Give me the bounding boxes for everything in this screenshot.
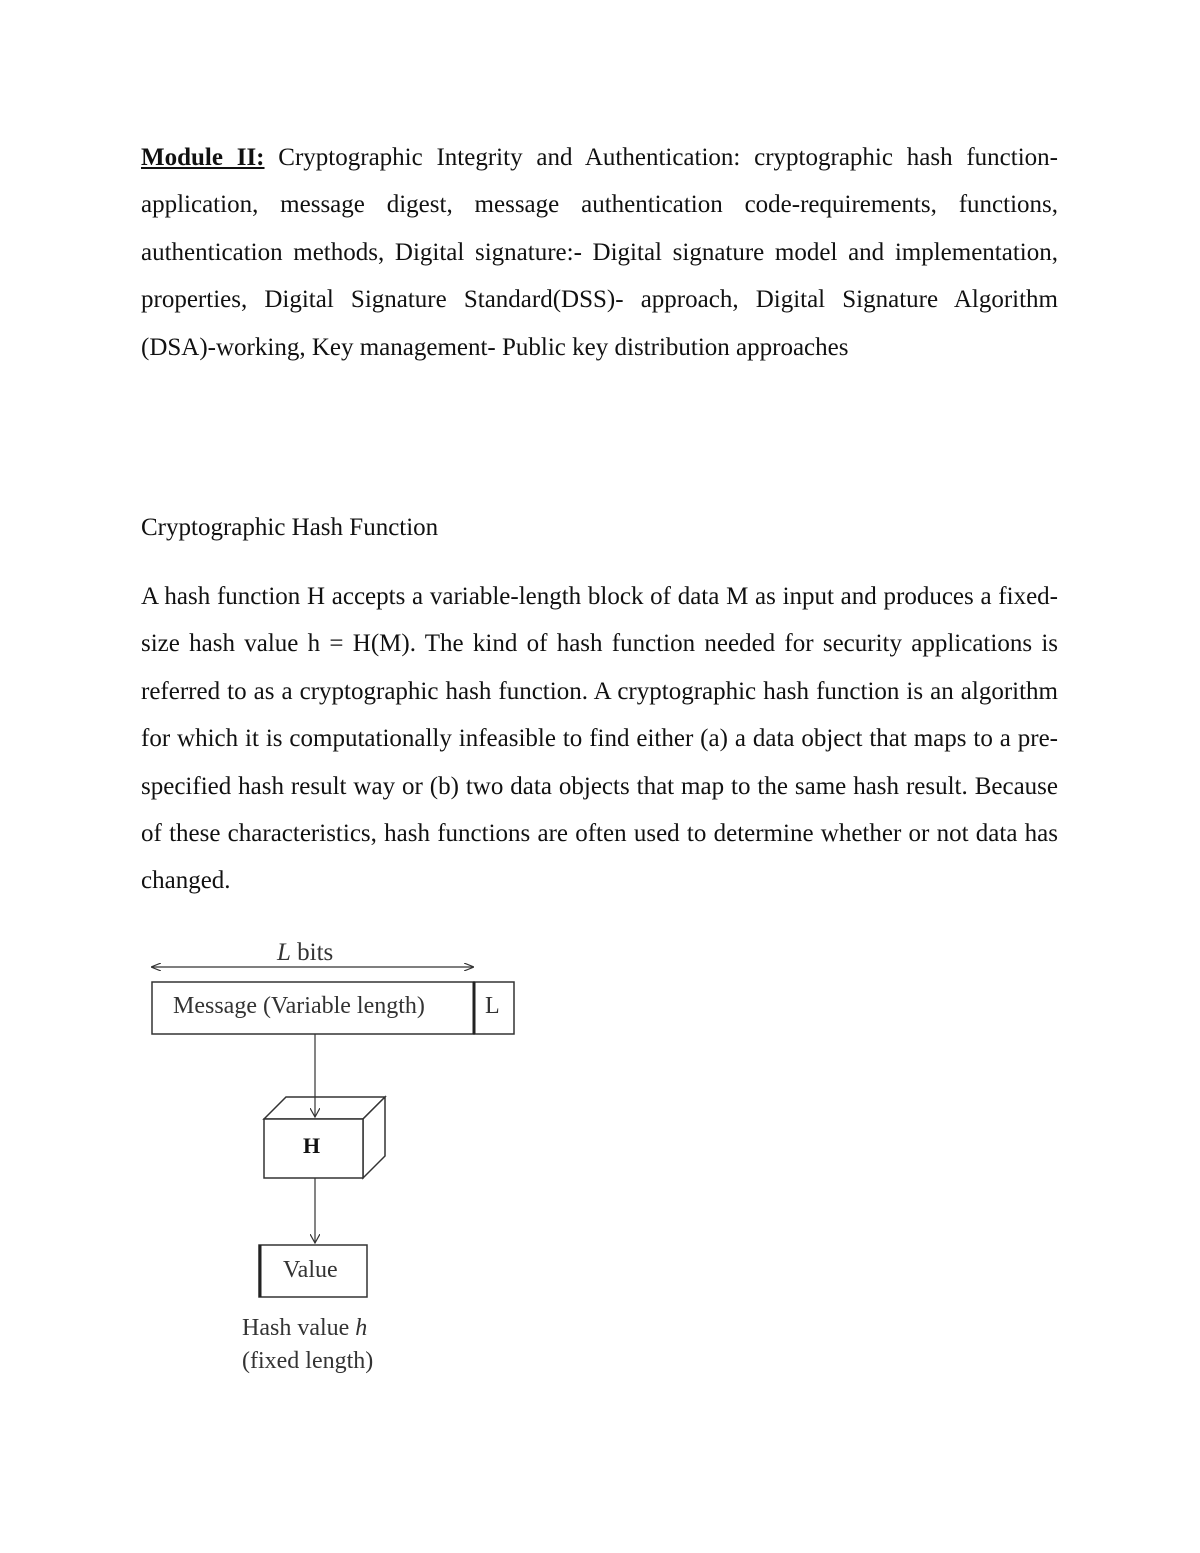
- length-label: L bits: [277, 939, 334, 966]
- module-topics-text: Cryptographic Integrity and Authentication: cryptographic hash function-application, message digest, message authentication code-requirements, functions, authentication methods, Digital signature:- Digital signature model and implementation, properties, Digital Signature Standard(DSS)- approach, Digital Signature Algorithm (DSA)-working, Key management- Public key distribution approaches: [141, 144, 1058, 361]
- message-label: Message (Variable length): [173, 993, 425, 1019]
- hash-function-diagram: [140, 935, 540, 1385]
- section-title: Cryptographic Hash Function: [141, 514, 439, 541]
- module-syllabus-paragraph: [141, 134, 1058, 371]
- fixed-length-caption: (fixed length): [242, 1348, 374, 1374]
- hash-function-box: [264, 1097, 385, 1178]
- module-label: Module II:: [141, 144, 265, 171]
- hash-function-description: A hash function H accepts a variable-length block of data M as input and produces a fixed-size hash value h = H(M). The kind of hash function needed for security applications is referred to as a cryptographic hash function. A cryptographic hash function is an algorithm for which it is computationally infeasible to find either (a) a data object that maps to a pre-specified hash result way or (b) two data objects that map to the same hash result. Because of these characteristics, hash functions are often used to determine whether or not data has changed.: [141, 583, 1058, 895]
- hash-value-caption: Hash value h: [242, 1315, 368, 1341]
- hash-function-label: H: [303, 1133, 321, 1158]
- output-value-label: Value: [283, 1257, 338, 1283]
- length-field-label: L: [485, 993, 500, 1019]
